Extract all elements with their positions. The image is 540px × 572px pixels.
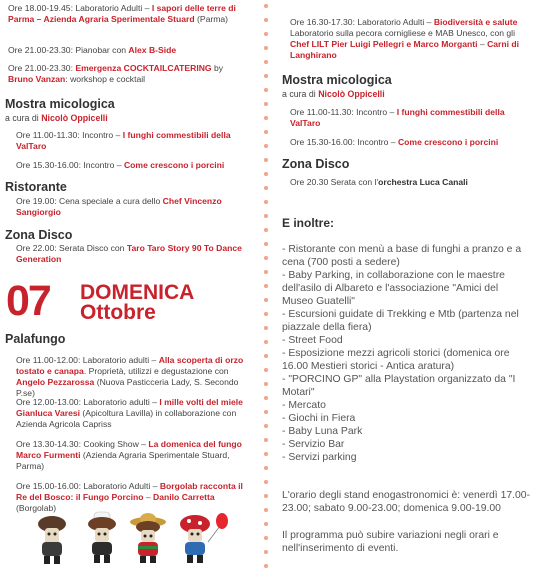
list-item: - Escursioni guidate di Trekking e Mtb (partenza nel piazzale della fiera): [282, 309, 519, 333]
divider-dot: [264, 284, 268, 288]
section-heading: Mostra micologica: [5, 97, 115, 111]
divider-dot: [264, 522, 268, 526]
section-heading: Palafungo: [5, 332, 66, 346]
divider-dot: [264, 116, 268, 120]
inoltre-list: [282, 243, 532, 464]
list-item: - Street Food: [282, 335, 343, 346]
divider-dot: [264, 480, 268, 484]
inoltre-heading: E inoltre:: [282, 216, 335, 230]
list-item: - Ristorante con menù a base di funghi a pranzo e a cena (700 posti a sedere): [282, 244, 522, 268]
section-heading: Ristorante: [5, 180, 67, 194]
event-entry: Ore 11.00-11.30: Incontro – I funghi commestibili della ValTaro: [16, 130, 231, 151]
divider-dot: [264, 46, 268, 50]
mushroom-sombrero-mascot-icon: [130, 513, 166, 563]
program-note: Il programma può subire variazioni negli orari e nell'inserimento di eventi.: [282, 530, 499, 554]
divider-dot: [264, 172, 268, 176]
divider-dot: [264, 438, 268, 442]
divider-dot: [264, 564, 268, 568]
mascots-illustration: [30, 510, 240, 565]
list-item: - "PORCINO GP" alla Playstation organizzato da "I Motari": [282, 374, 516, 398]
section-curator: a cura di Nicolò Oppicelli: [5, 113, 108, 123]
event-entry: Ore 19.00: Cena speciale a cura dello Chef Vincenzo Sangiorgio: [16, 196, 222, 217]
stand-hours: L'orario degli stand enogastronomici è: venerdì 17.00-23.00; sabato 9.00-23.00; domenica 9.00-19.00: [282, 490, 531, 514]
event-entry: Ore 15.30-16.00: Incontro – Come crescono i porcini: [290, 137, 499, 147]
event-entry: Ore 11.00-11.30: Incontro – I funghi commestibili della ValTaro: [290, 107, 505, 128]
list-item: - Baby Luna Park: [282, 426, 363, 437]
divider-dot: [264, 340, 268, 344]
event-entry: Ore 12.00-13.00: Laboratorio adulti – I mille volti del miele Gianluca Varesi (Apicoltura Lavilla) in collaborazione con Azienda Agricola Capriss: [16, 397, 243, 429]
list-item: - Servizi parking: [282, 452, 357, 463]
event-entry: Ore 11.00-12.00: Laboratorio adulti – Alla scoperta di orzo tostato e canapa. Proprietà, utilizzi e degustazione con Angelo Pezzarossa (Nuova Pasticceria Lady, S. Secondo P.se): [16, 355, 244, 398]
divider-dot: [264, 88, 268, 92]
list-item: - Servizio Bar: [282, 439, 345, 450]
divider-dot: [264, 410, 268, 414]
divider-dot: [264, 298, 268, 302]
divider-dot: [264, 186, 268, 190]
event-entry: Ore 15.00-16.00: Laboratorio Adulti – Borgolab racconta il Re del Bosco: il Fungo Porcino – Danilo Carretta (Borgolab): [16, 481, 243, 513]
divider-dot: [264, 102, 268, 106]
divider-dot: [264, 18, 268, 22]
divider-dot: [264, 60, 268, 64]
mushroom-chef-mascot-icon: [88, 512, 116, 563]
divider-dot: [264, 74, 268, 78]
event-entry: Ore 13.30-14.30: Cooking Show – La domenica del fungo Marco Furmenti (Azienda Agraria Sperimentale Stuard, Parma): [16, 439, 242, 471]
divider-dot: [264, 550, 268, 554]
divider-dot: [264, 424, 268, 428]
section-heading: Zona Disco: [5, 228, 73, 242]
divider-dot: [264, 32, 268, 36]
divider-dot: [264, 200, 268, 204]
divider-dot: [264, 354, 268, 358]
event-entry: Ore 16.30-17.30: Laboratorio Adulti – Biodiversità e salute Laboratorio sulla pecora cornigliese e MAB Unesco, con gli Chef LILT Pier Luigi Pellegri e Marco Morganti – Carni di Langhirano: [290, 17, 520, 60]
section-heading: Mostra micologica: [282, 73, 392, 87]
divider-dot: [264, 396, 268, 400]
event-entry: Ore 15.30-16.00: Incontro – Come crescono i porcini: [16, 160, 225, 170]
divider-dot: [264, 270, 268, 274]
divider-dot: [264, 382, 268, 386]
event-entry: Ore 21.00-23.30: Pianobar con Alex B-Side: [8, 45, 177, 55]
section-curator: a cura di Nicolò Oppicelli: [282, 89, 385, 99]
divider-dot: [264, 508, 268, 512]
date-number: 07: [6, 277, 50, 325]
divider-dot: [264, 130, 268, 134]
date-month: Ottobre: [80, 301, 156, 324]
divider-dot: [264, 466, 268, 470]
divider-dot: [264, 452, 268, 456]
divider-dot: [264, 326, 268, 330]
divider-dot: [264, 144, 268, 148]
divider-dot: [264, 368, 268, 372]
divider-dot: [264, 494, 268, 498]
divider-dot: [264, 158, 268, 162]
event-entry: Ore 22.00: Serata Disco con Taro Taro Story 90 To Dance Generation: [16, 243, 242, 264]
divider-dot: [264, 214, 268, 218]
event-entry: Ore 21.00-23.30: Emergenza COCKTAILCATERING by Bruno Vanzan: workshop e cocktail: [8, 63, 224, 84]
column-divider: [264, 0, 268, 572]
mushroom-balloon-mascot-icon: [180, 513, 228, 563]
list-item: - Esposizione mezzi agricoli storici (domenica ore 16.00 Mestieri storici - Antica aratura): [282, 348, 510, 372]
divider-dot: [264, 536, 268, 540]
list-item: - Mercato: [282, 400, 326, 411]
list-item: - Baby Parking, in collaborazione con le maestre dell'asilo di Albareto e l'associazione "Amici del Museo Guatelli": [282, 270, 505, 307]
mushroom-mascot-icon: [38, 516, 66, 564]
divider-dot: [264, 242, 268, 246]
list-item: - Giochi in Fiera: [282, 413, 356, 424]
divider-dot: [264, 256, 268, 260]
divider-dot: [264, 4, 268, 8]
section-heading: Zona Disco: [282, 157, 350, 171]
divider-dot: [264, 312, 268, 316]
divider-dot: [264, 228, 268, 232]
event-entry: Ore 18.00-19.45: Laboratorio Adulti – I sapori delle terre di Parma – Azienda Agraria Sperimentale Stuard (Parma): [8, 3, 236, 24]
date-day: DOMENICA: [80, 281, 195, 304]
event-entry: Ore 20.30 Serata con l'orchestra Luca Canali: [290, 177, 468, 187]
